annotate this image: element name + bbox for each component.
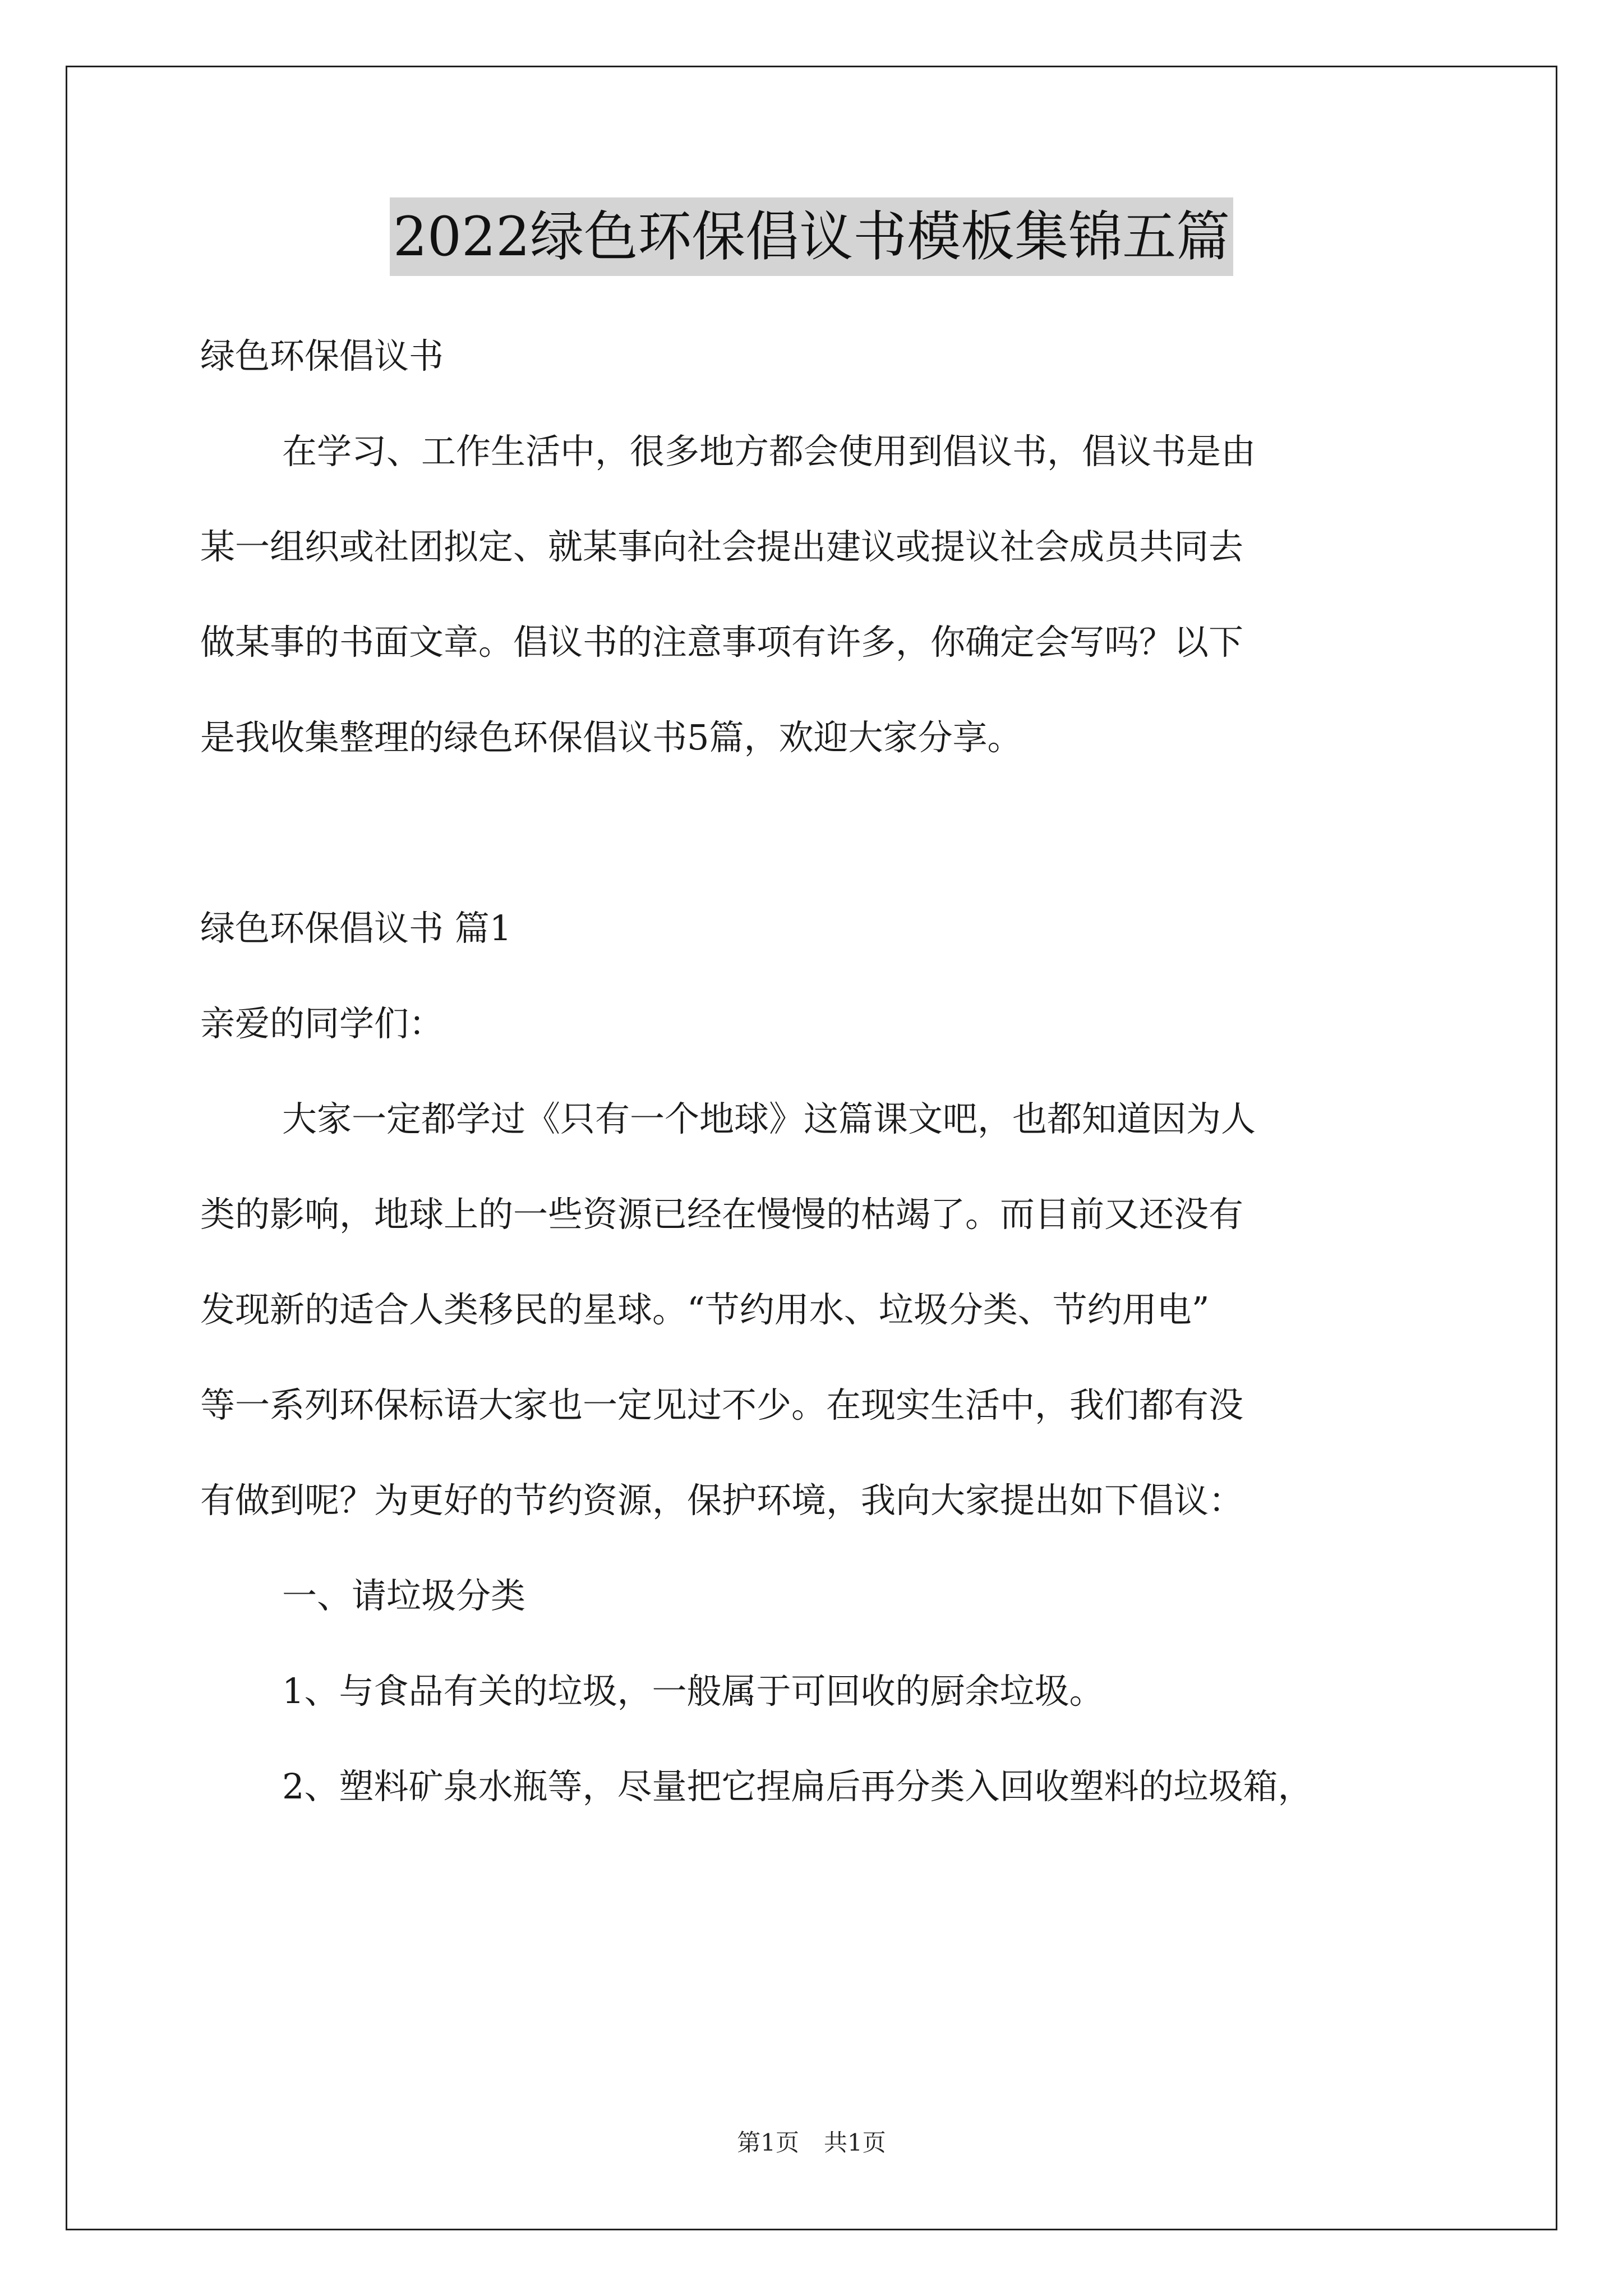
body-line: 大家一定都学过《只有一个地球》这篇课文吧，也都知道因为人 <box>282 1098 1256 1139</box>
body-line: 在学习、工作生活中，很多地方都会使用到倡议书，倡议书是由 <box>282 431 1256 472</box>
salutation: 亲爱的同学们： <box>200 1003 444 1044</box>
body-line: 做某事的书面文章。倡议书的注意事项有许多，你确定会写吗？以下 <box>200 622 1244 662</box>
body-line: 发现新的适合人类移民的星球。“节约用水、垃圾分类、节约用电” <box>200 1289 1210 1330</box>
document-body <box>200 309 1434 1834</box>
body-line: 类的影响，地球上的一些资源已经在慢慢的枯竭了。而目前又还没有 <box>200 1194 1244 1235</box>
section-heading: 绿色环保倡议书 篇1 <box>200 908 512 949</box>
current-page-label: 第1页 <box>737 2129 799 2156</box>
page-footer <box>0 2126 1623 2160</box>
list-item: 2、塑料矿泉水瓶等，尽量把它捏扁后再分类入回收塑料的垃圾箱， <box>282 1766 1313 1807</box>
list-heading: 一、请垃圾分类 <box>282 1575 526 1616</box>
body-line: 有做到呢？为更好的节约资源，保护环境，我向大家提出如下倡议： <box>200 1480 1244 1521</box>
total-pages-label: 共1页 <box>824 2129 886 2156</box>
document-title: 2022绿色环保倡议书模板集锦五篇 <box>390 197 1233 276</box>
body-line: 等一系列环保标语大家也一定见过不少。在现实生活中，我们都有没 <box>200 1384 1244 1425</box>
section-heading: 绿色环保倡议书 <box>200 335 444 376</box>
body-line: 某一组织或社团拟定、就某事向社会提出建议或提议社会成员共同去 <box>200 526 1244 567</box>
title-container <box>0 197 1623 276</box>
body-line: 是我收集整理的绿色环保倡议书5篇，欢迎大家分享。 <box>200 717 1022 758</box>
paragraph-gap <box>200 785 1434 881</box>
list-item: 1、与食品有关的垃圾，一般属于可回收的厨余垃圾。 <box>282 1671 1104 1711</box>
